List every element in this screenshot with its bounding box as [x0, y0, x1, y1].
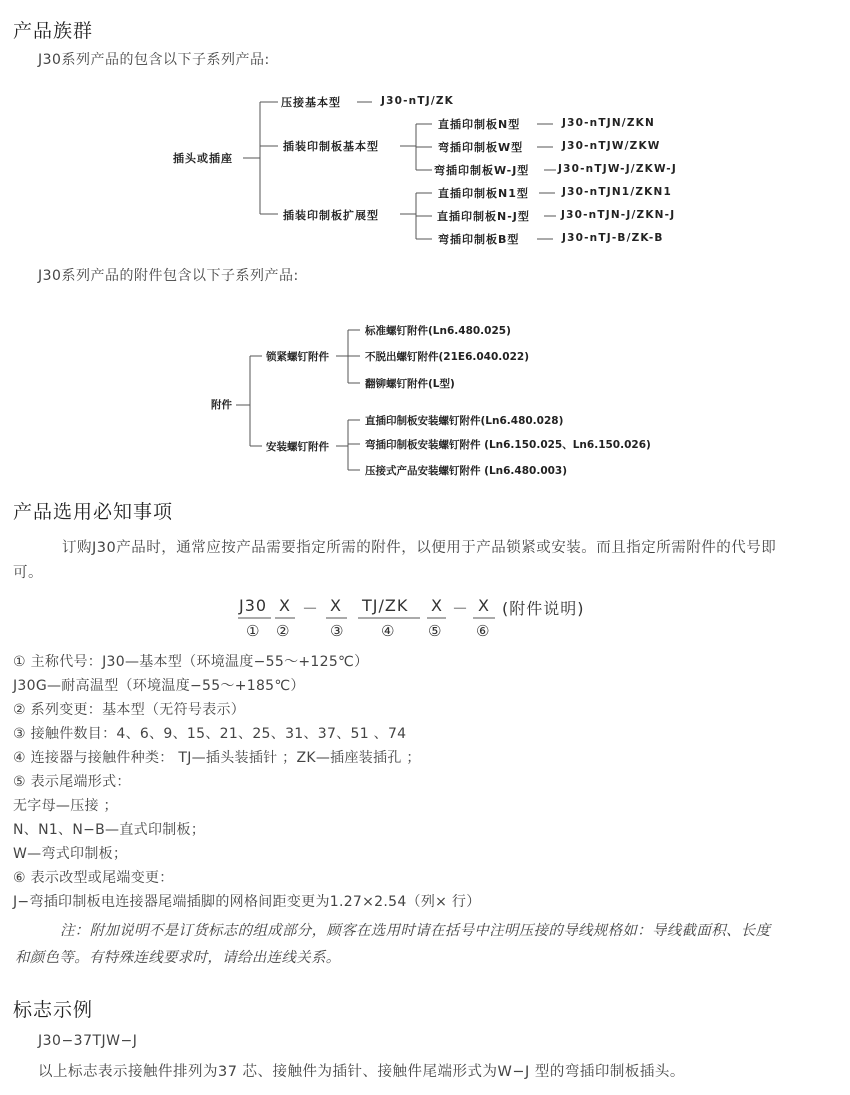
code-part: － [302, 599, 320, 618]
spec-list-item: J−弯插印制板电连接器尾端插脚的网格间距变更为1.27×2.54（列× 行） [13, 894, 481, 910]
accessory-item: 弯插印制板安装螺钉附件 (Ln6.150.025、Ln6.150.026) [365, 439, 651, 451]
code-part: J30 [239, 596, 268, 615]
spec-list-item: ⑥ 表示改型或尾端变更： [13, 870, 174, 886]
accessory-item: 压接式产品安装螺钉附件 (Ln6.480.003) [365, 465, 568, 477]
note-line2: 和颜色等。有特殊连线要求时，请给出连线关系。 [15, 950, 341, 966]
marking-example-code: J30−37TJW−J [38, 1033, 138, 1049]
spec-list-item: ④ 连接器与接触件种类： TJ—插头装插针 ；ZK—插座装插孔 ； [13, 750, 421, 766]
spec-list-item: J30G—耐高温型（环境温度−55～+185℃） [13, 678, 305, 694]
code-part: (附件说明) [502, 599, 585, 618]
code-number: ③ [330, 622, 344, 640]
marking-example-description: 以上标志表示接触件排列为37 芯、接触件为插针、接触件尾端形式为W−J 型的弯插印制板插头。 [38, 1064, 685, 1080]
tree-item-label: 直插印制板N1型 [438, 187, 529, 200]
selection-intro-line1: 订购J30产品时，通常应按产品需要指定所需的附件，以便用于产品锁紧或安装。而且指定所需附件的代号即 [62, 540, 777, 556]
accessory-item: 标准螺钉附件(Ln6.480.025) [365, 325, 511, 337]
tree-item-code: J30-nTJN1/ZKN1 [562, 186, 672, 198]
code-part: X [431, 596, 443, 615]
code-part: － [452, 599, 470, 618]
spec-list [13, 650, 481, 914]
code-part: X [330, 596, 342, 615]
spec-list-item: 无字母—压接 ； [13, 798, 118, 814]
tree-item-code: J30-nTJW-J/ZKW-J [558, 163, 677, 175]
tree-branch-crimp-basic: 压接基本型 [281, 96, 341, 109]
code-part: TJ/ZK [362, 596, 409, 615]
spec-list-item: N、N1、N−B—直式印制板； [13, 822, 206, 838]
code-number: ④ [381, 622, 395, 640]
code-part: X [279, 596, 291, 615]
section-title-selection-notes: 产品选用必知事项 [13, 501, 174, 523]
tree-item-code: J30-nTJN/ZKN [562, 117, 655, 129]
tree-item-label: 弯插印制板W型 [438, 141, 524, 154]
code-number: ① [246, 622, 260, 640]
spec-list-item: ② 系列变更：基本型（无符号表示） [13, 702, 246, 718]
tree-item-label: 直插印制板N型 [438, 118, 521, 131]
section-title-marking-example: 标志示例 [13, 999, 94, 1021]
spec-list-item: ③ 接触件数目：4、6、9、15、21、25、31、37、51 、74 [13, 726, 407, 742]
accessory-item: 直插印制板安装螺钉附件(Ln6.480.028) [365, 415, 564, 427]
tree-item-label: 弯插印制板W-J型 [434, 164, 530, 177]
tree-branch-pcb-basic: 插装印制板基本型 [283, 140, 379, 153]
code-part: X [478, 596, 490, 615]
spec-list-item: ⑤ 表示尾端形式： [13, 774, 131, 790]
tree-item-label: 弯插印制板B型 [438, 233, 520, 246]
tree-item-code: J30-nTJN-J/ZKN-J [561, 209, 676, 221]
accessory-branch-mounting-screws: 安装螺钉附件 [266, 441, 329, 453]
accessory-item: 不脱出螺钉附件(21E6.040.022) [365, 351, 530, 363]
product-family-intro: J30系列产品的包含以下子系列产品: [38, 52, 270, 68]
spec-list-item: W—弯式印制板； [13, 846, 128, 862]
selection-intro-line2: 可。 [13, 565, 43, 581]
tree-item-code: J30-nTJW/ZKW [562, 140, 661, 152]
note-line1: 注：附加说明不是订货标志的组成部分，顾客在选用时请在括号中注明压接的导线规格如：导线截面积、长度 [60, 923, 771, 939]
accessory-item: 翻铆螺钉附件(L型) [365, 378, 455, 390]
accessory-intro: J30系列产品的附件包含以下子系列产品: [38, 268, 299, 284]
spec-list-item: ① 主称代号：J30—基本型（环境温度−55～+125℃） [13, 654, 369, 670]
tree-item-label: 直插印制板N-J型 [437, 210, 530, 223]
tree-item-code: J30-nTJ-B/ZK-B [562, 232, 664, 244]
code-number: ② [276, 622, 290, 640]
section-title-product-family: 产品族群 [13, 20, 94, 42]
code-number: ⑥ [476, 622, 490, 640]
tree-branch-pcb-extended: 插装印制板扩展型 [283, 209, 379, 222]
tree-code-crimp-basic: J30-nTJ/ZK [381, 95, 455, 107]
accessory-branch-locking-screws: 锁紧螺钉附件 [266, 351, 329, 363]
tree-root-label: 插头或插座 [173, 152, 233, 165]
code-number: ⑤ [428, 622, 442, 640]
accessory-tree-root: 附件 [211, 399, 232, 411]
